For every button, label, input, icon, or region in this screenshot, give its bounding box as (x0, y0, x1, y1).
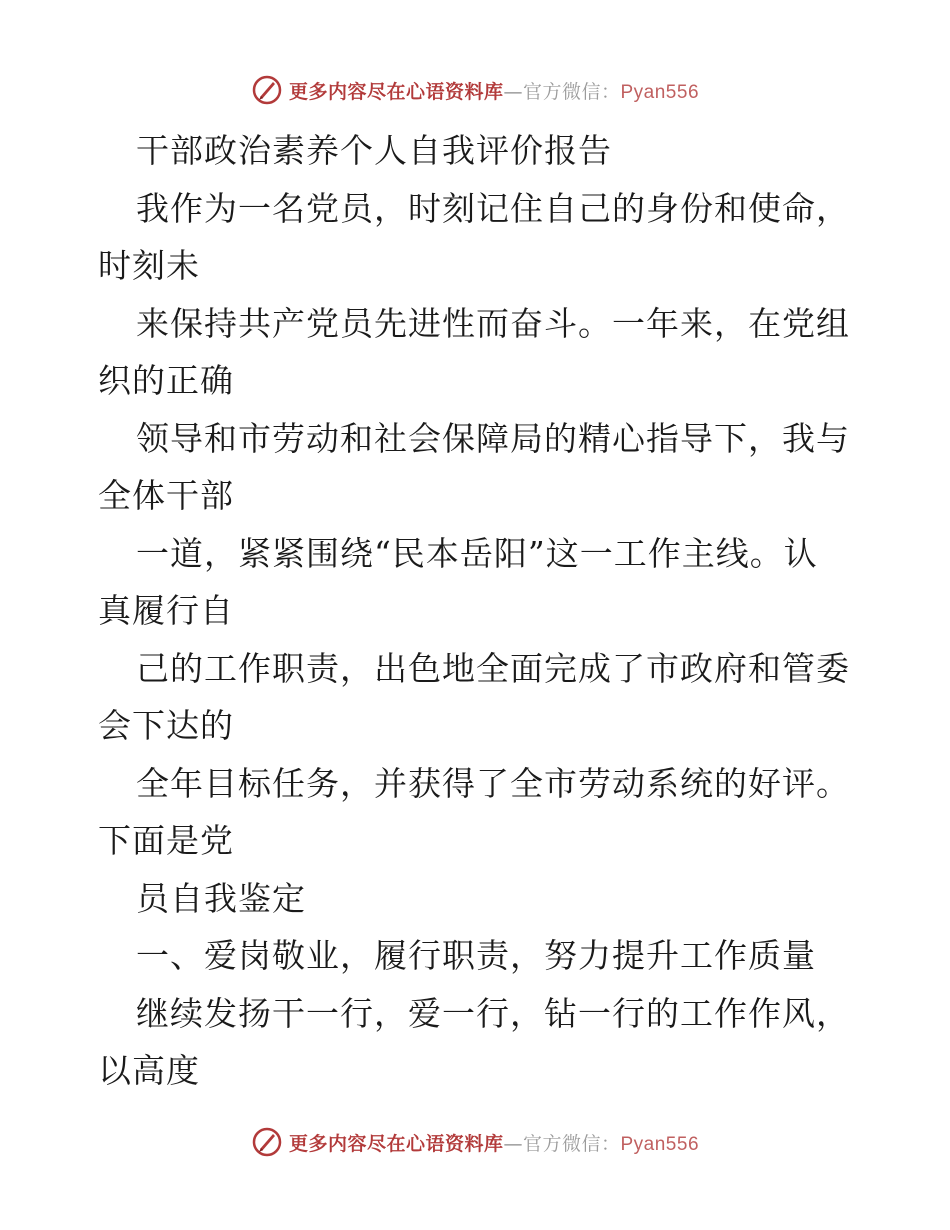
watermark-wechat-id: Pyan556 (620, 81, 700, 103)
watermark-separator: — (503, 80, 523, 103)
text-line: 我作为一名党员，时刻记住自己的身份和使命， (136, 188, 850, 228)
text-line: 全年目标任务，并获得了全市劳动系统的好评。 (136, 763, 850, 803)
watermark-wechat-label: 官方微信： (522, 80, 621, 103)
header-watermark (0, 70, 950, 110)
watermark-separator: — (503, 1132, 523, 1155)
text-line: 时刻未 (98, 246, 200, 285)
text-line: 下面是党 (98, 821, 234, 860)
watermark-site: 更多内容尽在心语资料库 (288, 1132, 504, 1155)
document-title: 干部政治素养个人自我评价报告 (136, 131, 612, 170)
text-line: 继续发扬干一行，爱一行，钻一行的工作作风， (136, 993, 850, 1033)
watermark-wechat-label: 官方微信： (522, 1132, 621, 1155)
watermark-site: 更多内容尽在心语资料库 (288, 80, 504, 103)
text-line: 己的工作职责，出色地全面完成了市政府和管委 (136, 648, 850, 688)
text-line: 以高度 (98, 1051, 200, 1090)
text-line: 全体干部 (98, 476, 234, 515)
footer-watermark (0, 1122, 950, 1162)
text-line: 来保持共产党员先进性而奋斗。一年来，在党组 (136, 303, 850, 343)
text-line: 织的正确 (98, 361, 234, 400)
text-line: 会下达的 (98, 706, 234, 745)
watermark-text (289, 1129, 699, 1156)
watermark-wechat-id: Pyan556 (620, 1133, 700, 1155)
text-line: 一道，紧紧围绕“民本岳阳”这一工作主线。认 (136, 533, 818, 573)
text-line: 一、爱岗敬业，履行职责，努力提升工作质量 (136, 936, 816, 975)
text-line: 真履行自 (98, 591, 234, 630)
document-body (98, 122, 858, 1100)
quill-pen-logo-icon (251, 1126, 283, 1158)
text-line: 领导和市劳动和社会保障局的精心指导下，我与 (136, 418, 850, 458)
watermark-text (289, 77, 699, 104)
quill-pen-logo-icon (251, 74, 283, 106)
text-line: 员自我鉴定 (136, 878, 306, 918)
